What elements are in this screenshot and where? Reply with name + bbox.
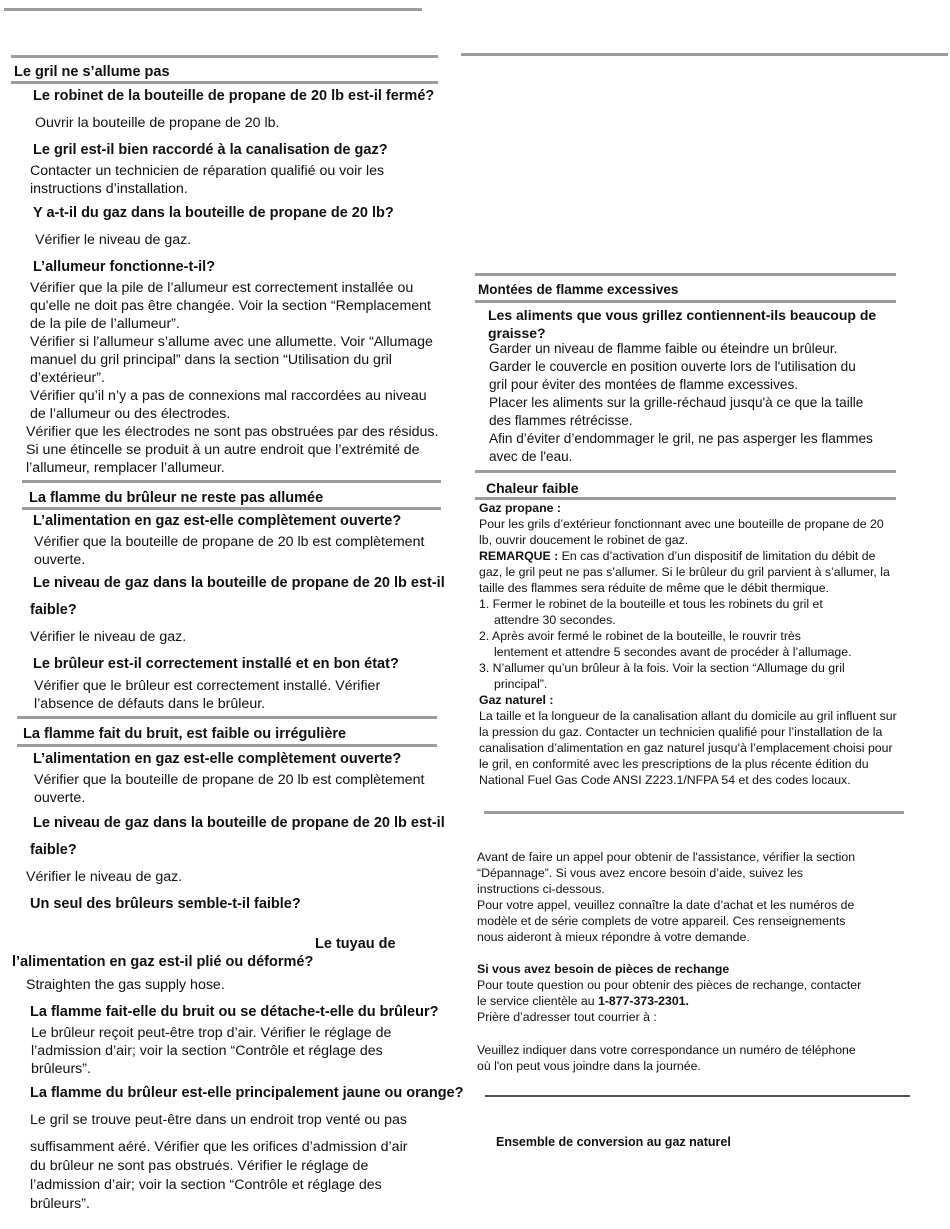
answer-burner-installed: Vérifier que le brûleur est correctement installé. Vérifier l’absence de défauts dans le brûleur. bbox=[34, 678, 381, 712]
question-flame-lifting: La flamme fait-elle du bruit ou se détache-t-elle du brûleur? bbox=[30, 1004, 439, 1020]
question-igniter: L’allumeur fonctionne-t-il? bbox=[33, 259, 216, 275]
question-propane-valve: Le robinet de la bouteille de propane de 20 lb est-il fermé? bbox=[33, 88, 435, 104]
section-rule bbox=[461, 53, 948, 56]
answer-contact-technician: Contacter un technicien de réparation qualifié ou voir les instructions d’installation. bbox=[30, 163, 385, 197]
section-rule bbox=[475, 470, 896, 473]
answer-supply-open-2: Vérifier que la bouteille de propane de 20 lb est complètement ouverte. bbox=[34, 772, 425, 806]
question-fatty-food: Les aliments que vous grillez contiennent-ils beaucoup de graisse? bbox=[488, 307, 877, 341]
answer-windy-location: Le gril se trouve peut-être dans un endroit trop venté ou pas suffisamment aéré. Vérifier que les orifices d’admission d’air du brûleur ne sont pas obstrués. Vérifier le réglage de l’admission d’air; voir la section “Contrôle et réglage des brûleurs”. bbox=[30, 1112, 408, 1212]
question-hose-kinked: Le tuyau de bbox=[315, 936, 396, 952]
answer-straighten-hose: Straighten the gas supply hose. bbox=[26, 977, 225, 993]
low-heat-instructions: Gaz propane : Pour les grils d’extérieur fonctionnant avec une bouteille de propane de 20 lb, ouvrir doucement le robinet de gaz. REMARQUE : En cas d’activation d’un dispositif de limitation du débit de gaz, le gril peut ne pas s’allumer. Si le brûleur du gril parvient à s’allumer, la taille des flammes sera réduite de même que le débit thermique. 1. Fermer le robinet de la bouteille et tous les robinets du gril et attendre 30 secondes. 2. Après avoir fermé le robinet de la bouteille, le rouvrir très lentement et attendre 5 secondes avant de procéder à l’allumage. 3. N’allumer qu’un brûleur à la fois. Voir la section “Allumage du gril principal”. Gaz naturel : La taille et la longueur de la canalisation allant du domicile au gril influent sur la pression du gaz. Contacter un technicien qualifié pour l’installation de la canalisation d’alimentation en gaz naturel jusqu’à l’emplacement choisi pour le gril, en conformité avec les prescriptions de la plus récente édition du National Fuel Gas Code ANSI Z223.1/NFPA 54 et des codes locaux. bbox=[479, 501, 897, 787]
section-rule bbox=[484, 811, 904, 814]
section-title-no-ignition: Le gril ne s’allume pas bbox=[14, 64, 170, 80]
question-gas-level: Y a-t-il du gaz dans la bouteille de propane de 20 lb? bbox=[33, 205, 394, 221]
answer-check-gas-level: Vérifier le niveau de gaz. bbox=[30, 629, 187, 645]
answer-igniter-checks: Vérifier que la pile de l’allumeur est correctement installée ou qu'elle ne doit pas être changée. Voir la section “Remplacement de la pile de l’allumeur”. Vérifier si l’allumeur s’allume avec une allumette. Voir “Allumage manuel du gril principal” dans la section “Utilisation du gril d’extérieur”. Vérifier qu’il n’y a pas de connexions mal raccordées au niveau de l’allumeur ou des électrodes. Vérifier que les électrodes ne sont pas obstruées par des résidus. Si une étincelle se produit à un autre endroit que l’extrémité de l’allumeur, remplacer l’allumeur. bbox=[26, 280, 439, 476]
answer-check-gas-level: Vérifier le niveau de gaz. bbox=[35, 232, 192, 248]
question-burner-installed: Le brûleur est-il correctement installé et en bon état? bbox=[33, 656, 399, 672]
section-title-flare-ups: Montées de flamme excessives bbox=[478, 282, 679, 297]
answer-flare-ups: Garder un niveau de flamme faible ou éteindre un brûleur. Garder le couvercle en position ouverte lors de l'utilisation du gril pour éviter des montées de flamme excessives. Placer les aliments sur la grille-réchaud jusqu'à ce que la taille des flammes rétrécisse. Afin d’éviter d’endommager le gril, ne pas asperger les flammes avec de l'eau. bbox=[489, 341, 873, 464]
section-rule bbox=[11, 81, 438, 84]
section-rule bbox=[17, 744, 437, 747]
answer-supply-open: Vérifier que la bouteille de propane de 20 lb est complètement ouverte. bbox=[34, 534, 425, 568]
question-low-gas-cont: faible? bbox=[30, 602, 77, 618]
section-rule bbox=[11, 55, 438, 58]
contact-note: Veuillez indiquer dans votre correspondance un numéro de téléphone où l'on peut vous joindre dans la journée. bbox=[477, 1043, 856, 1073]
section-rule bbox=[475, 300, 896, 303]
replacement-parts: Si vous avez besoin de pièces de rechange Pour toute question ou pour obtenir des pièces de rechange, contacter le service clientèle au 1-877-373-2301. Prière d’adresser tout courrier à : bbox=[477, 962, 862, 1024]
top-rule bbox=[4, 8, 422, 11]
question-one-burner-low: Un seul des brûleurs semble-t-il faible? bbox=[30, 896, 301, 912]
section-rule bbox=[22, 507, 441, 510]
question-low-gas-2-cont: faible? bbox=[30, 842, 77, 858]
answer-air-shutter: Le brûleur reçoit peut-être trop d’air. Vérifier le réglage de l’admission d’air; voir la section “Contrôle et réglage des brûleurs”. bbox=[31, 1025, 392, 1077]
question-supply-open-2: L’alimentation en gaz est-elle complètement ouverte? bbox=[33, 751, 402, 767]
answer-open-valve: Ouvrir la bouteille de propane de 20 lb. bbox=[35, 115, 280, 131]
assistance-text: Avant de faire un appel pour obtenir de l'assistance, vérifier la section “Dépannage”. Si vous avez encore besoin d’aide, suivez les instructions ci-dessous. Pour votre appel, veuillez connaître la date d’achat et les numéros de modèle et de série complets de votre appareil. Ces renseignements nous aideront à mieux répondre à votre demande. bbox=[477, 850, 856, 944]
question-yellow-flame: La flamme du brûleur est-elle principalement jaune ou orange? bbox=[30, 1085, 464, 1101]
section-rule bbox=[22, 480, 441, 483]
section-title-noisy-flame: La flamme fait du bruit, est faible ou irrégulière bbox=[23, 726, 347, 742]
answer-check-gas-level-2: Vérifier le niveau de gaz. bbox=[26, 869, 183, 885]
question-low-gas-2: Le niveau de gaz dans la bouteille de propane de 20 lb est-il bbox=[33, 815, 445, 831]
question-low-gas: Le niveau de gaz dans la bouteille de propane de 20 lb est-il bbox=[33, 575, 445, 591]
question-hose-kinked-cont: l’alimentation en gaz est-il plié ou déformé? bbox=[12, 954, 314, 970]
conversion-kit-title: Ensemble de conversion au gaz naturel bbox=[496, 1135, 731, 1149]
section-rule bbox=[475, 273, 896, 276]
question-gas-connection: Le gril est-il bien raccordé à la canalisation de gaz? bbox=[33, 142, 388, 158]
section-rule bbox=[17, 716, 437, 719]
question-supply-open: L’alimentation en gaz est-elle complètement ouverte? bbox=[33, 513, 402, 529]
phone-number: 1-877-373-2301. bbox=[597, 994, 689, 1008]
section-title-low-heat: Chaleur faible bbox=[486, 480, 579, 496]
section-title-flame-out: La flamme du brûleur ne reste pas allumée bbox=[29, 490, 324, 506]
section-rule bbox=[485, 1095, 910, 1097]
